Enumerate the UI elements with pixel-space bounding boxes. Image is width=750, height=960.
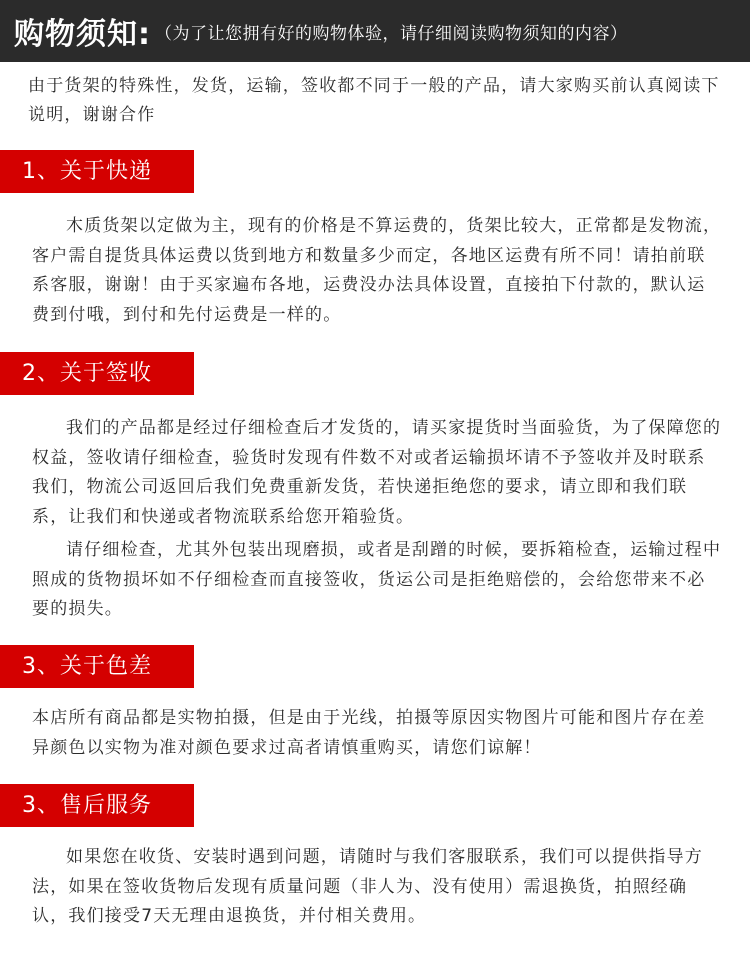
section-text-delivery: 木质货架以定做为主，现有的价格是不算运费的，货架比较大，正常都是发物流，客户需自提货具体运费以货到地方和数量多少而定，各地区运费有所不同！请拍前联系客服，谢谢！由于买家遍布各地，运费没办法具体设置，直接拍下付款的，默认运费到付哦，到付和先付运费是一样的。 <box>32 216 722 325</box>
page-title: 购物须知: <box>14 17 151 52</box>
section-heading-delivery: 1、关于快递 <box>0 150 194 193</box>
section-text-receipt-2: 请仔细检查，尤其外包装出现磨损，或者是刮蹭的时候，要拆箱检查，运输过程中照成的货物损坏如不仔细检查而直接签收，货运公司是拒绝赔偿的，会给您带来不必要的损失。 <box>32 540 722 619</box>
section-text-receipt-1: 我们的产品都是经过仔细检查后才发货的，请买家提货时当面验货，为了保障您的权益，签收请仔细检查，验货时发现有件数不对或者运输损坏请不予签收并及时联系我们，物流公司返回后我们免费重新发货，若快递拒绝您的要求，请立即和我们联系，让我们和快递或者物流联系给您开箱验货。 <box>32 418 722 527</box>
section-heading-receipt: 2、关于签收 <box>0 352 194 395</box>
section-text-color: 本店所有商品都是实物拍摄，但是由于光线，拍摄等原因实物图片可能和图片存在差异颜色以实物为准对颜色要求过高者请慎重购买，请您们谅解！ <box>32 708 706 758</box>
section-heading-aftersales: 3、售后服务 <box>0 784 194 827</box>
section-text-aftersales: 如果您在收货、安装时遇到问题，请随时与我们客服联系，我们可以提供指导方法，如果在签收货物后发现有质量问题（非人为、没有使用）需退换货，拍照经确认，我们接受7天无理由退换货，并付相关费用。 <box>32 847 703 926</box>
page-subtitle: （为了让您拥有好的购物体验，请仔细阅读购物须知的内容） <box>155 23 628 44</box>
section-heading-color: 3、关于色差 <box>0 645 194 688</box>
page-header <box>0 0 750 62</box>
intro-text: 由于货架的特殊性，发货，运输，签收都不同于一般的产品，请大家购买前认真阅读下说明，谢谢合作 <box>28 76 720 125</box>
